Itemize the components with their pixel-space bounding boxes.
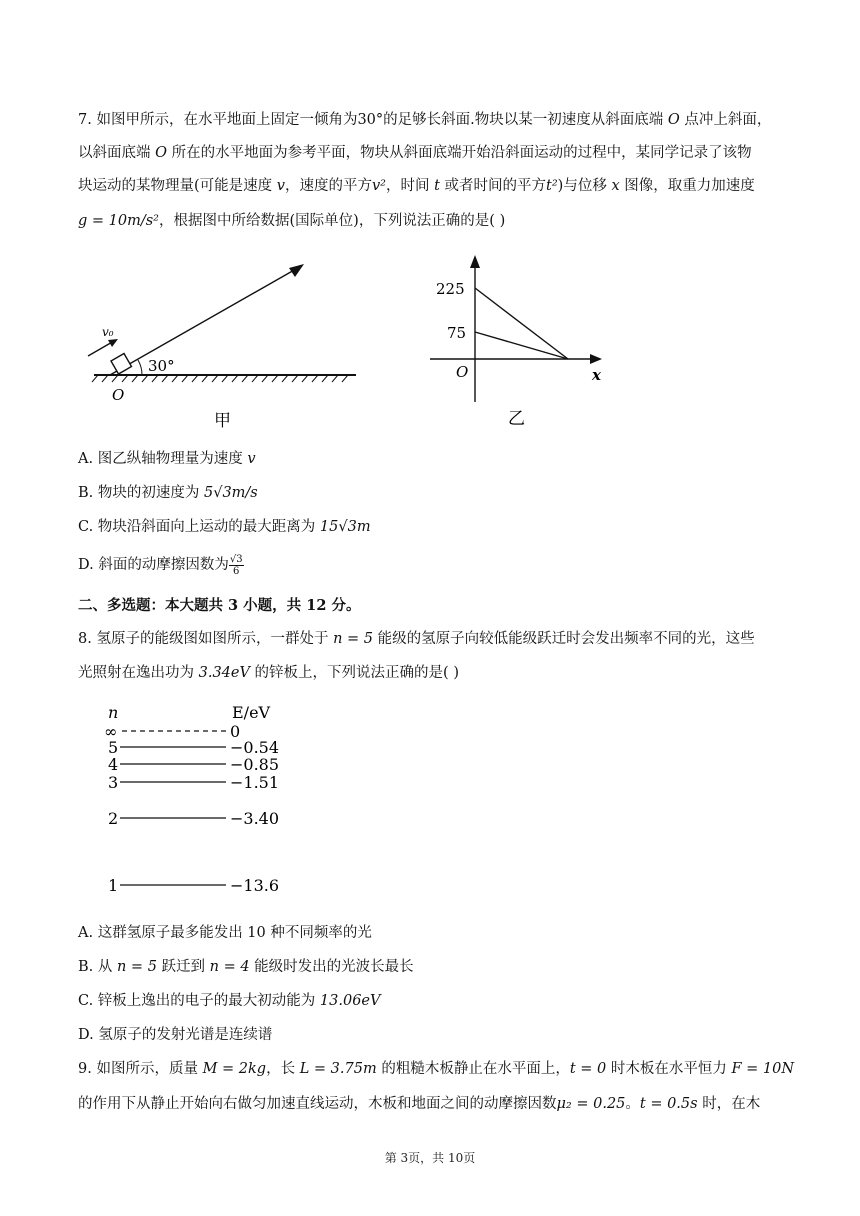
figure-incline [84,258,364,438]
origin-label: O [456,363,469,381]
level-n-label: 4 [108,755,119,774]
fraction: $\frac{√3}{6}$ [229,553,243,577]
q8-option-a: A. 这群氢原子最多能发出 10 种不同频率的光 [78,925,372,941]
incline-line [110,269,296,375]
x-axis-label: x [592,366,601,384]
level-energy-label: −13.6 [230,876,280,895]
q7-line-4: g = 10m/s²，根据图中所给数据(国际单位)，下列说法正确的是( ) [78,213,506,229]
caption-yi: 乙 [508,409,525,429]
v0-label: v₀ [102,325,114,339]
q8-option-d: D. 氢原子的发射光谱是连续谱 [78,1027,273,1043]
q7-line-2: 以斜面底端 O 所在的水平地面为参考平面，物块从斜面底端开始沿斜面运动的过程中，某同学记录了该物 [78,145,752,161]
section-heading: 二、多选题：本大题共 3 小题，共 12 分。 [78,597,361,614]
q8-line-2: 光照射在逸出功为 3.34eV 的锌板上，下列说法正确的是( ) [78,665,459,681]
y-tick-75: 75 [447,324,467,342]
page-footer: 第 3页，共 10页 [384,1151,476,1165]
q7-option-c: C. 物块沿斜面向上运动的最大距离为 15√3m [78,519,371,535]
angle-label: 30° [148,357,175,375]
q8-line-1: 8. 氢原子的能级图如图所示，一群处于 n = 5 能级的氢原子向较低能级跃迁时会发出频率不同的光，这些 [78,631,755,647]
figure-graph [420,252,620,437]
block [111,354,131,374]
caption-jia: 甲 [214,411,231,431]
level-energy-label: −0.85 [230,755,280,774]
q9-line-1: 9. 如图所示，质量 M = 2kg，长 L = 3.75m 的粗糙木板静止在水平面上，t = 0 时木板在水平恒力 F = 10N [78,1061,795,1077]
n-label: n [108,703,119,722]
y-tick-225: 225 [436,280,465,298]
q7-line-3: 块运动的某物理量(可能是速度 v，速度的平方v²，时间 t 或者时间的平方t²)与位移 x 图像，取重力加速度 [78,178,755,194]
level-n-label: ∞ [104,722,118,741]
origin-label: O [112,386,125,404]
energy-unit-label: E/eV [232,703,271,722]
level-n-label: 5 [108,738,119,757]
q8-option-c: C. 锌板上逸出的电子的最大初动能为 13.06eV [78,993,381,1009]
level-energy-label: −0.54 [230,738,280,757]
level-n-label: 3 [108,773,119,792]
level-energy-label: −1.51 [230,773,280,792]
q7-line-1: 7. 如图甲所示，在水平地面上固定一倾角为30°的足够长斜面.物块以某一初速度从斜面底端 O 点冲上斜面， [78,112,772,128]
q9-line-2: 的作用下从静止开始向右做匀加速直线运动，木板和地面之间的动摩擦因数μ₂ = 0.25。t = 0.5s 时，在木 [78,1096,761,1112]
graph-line-75 [475,332,568,359]
q7-option-a: A. 图乙纵轴物理量为速度 v [78,451,256,467]
graph-line-225 [475,288,568,359]
energy-levels [104,722,279,895]
level-n-label: 1 [108,876,119,895]
level-n-label: 2 [108,809,119,828]
incline-arrowhead [289,264,304,277]
q8-option-b: B. 从 n = 5 跃迁到 n = 4 能级时发出的光波长最长 [78,959,414,975]
level-energy-label: −3.40 [230,809,280,828]
q7-option-b: B. 物块的初速度为 5√3m/s [78,485,258,501]
energy-level-diagram [100,700,300,900]
q7-option-d: D. 斜面的动摩擦因数为 $\frac{√3}{6}$ [78,553,243,577]
level-energy-label: 0 [230,722,241,741]
